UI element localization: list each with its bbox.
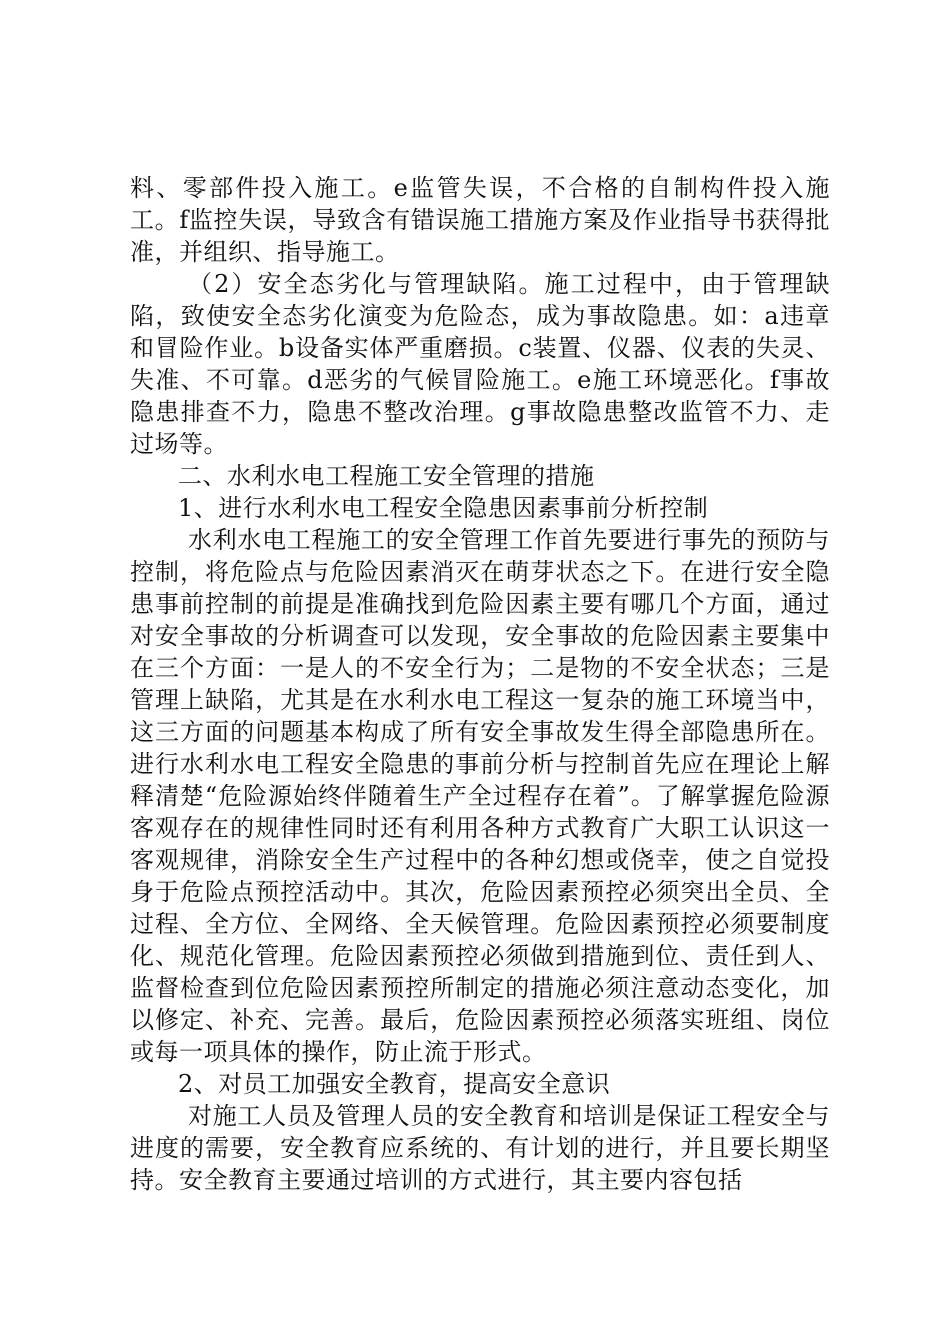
subheading-safety-education: 2、对员工加强安全教育，提高安全意识 <box>178 1070 611 1098</box>
paragraph-risk-analysis: 水利水电工程施工的安全管理工作首先要进行事先的预防与控制，将危险点与危险因素消灭在萌芽状态之下。在进行安全隐患事前控制的前提是准确找到危险因素主要有哪几个方面，通过对安全事故的分析调查可以发现，安全事故的危险因素主要集中在三个方面：一是人的不安全行为；二是物的不安全状态；三是管理上缺陷，尤其是在水利水电工程这一复杂的施工环境当中，这三方面的问题基本构成了所有安全事故发生得全部隐患所在。进行水利水电工程安全隐患的事前分析与控制首先应在理论上解释清楚“危险源始终伴随着生产全过程存在着”。了解掌握危险源客观存在的规律性同时还有利用各种方式教育广大职工认识这一客观规律，消除安全生产过程中的各种幻想或侥幸，使之自觉投身于危险点预控活动中。其次，危险因素预控必须突出全员、全过程、全方位、全网络、全天候管理。危险因素预控必须要制度化、规范化管理。危险因素预控必须做到措施到位、责任到人、监督检查到位危险因素预控所制定的措施必须注意动态变化，加以修定、补充、完善。最后，危险因素预控必须落实班组、岗位或每一项具体的操作，防止流于形式。 <box>130 526 830 1066</box>
paragraph-continuation: 料、零部件投入施工。e监管失误，不合格的自制构件投入施工。f监控失误，导致含有错误施工措施方案及作业指导书获得批准，并组织、指导施工。 <box>130 174 830 266</box>
paragraph-safety-degradation: （2）安全态劣化与管理缺陷。施工过程中，由于管理缺陷，致使安全态劣化演变为危险态，成为事故隐患。如：a违章和冒险作业。b设备实体严重磨损。c装置、仪器、仪表的失灵、失准、不可靠。d恶劣的气候冒险施工。e施工环境恶化。f事故隐患排查不力，隐患不整改治理。g事故隐患整改监管不力、走过场等。 <box>130 270 830 458</box>
paragraph-safety-education: 对施工人员及管理人员的安全教育和培训是保证工程安全与进度的需要，安全教育应系统的、有计划的进行，并且要长期坚持。安全教育主要通过培训的方式进行，其主要内容包括 <box>130 1102 830 1194</box>
document-body <box>130 172 830 1196</box>
section-heading-measures: 二、水利水电工程施工安全管理的措施 <box>178 462 595 490</box>
subheading-risk-analysis: 1、进行水利水电工程安全隐患因素事前分析控制 <box>178 494 709 522</box>
